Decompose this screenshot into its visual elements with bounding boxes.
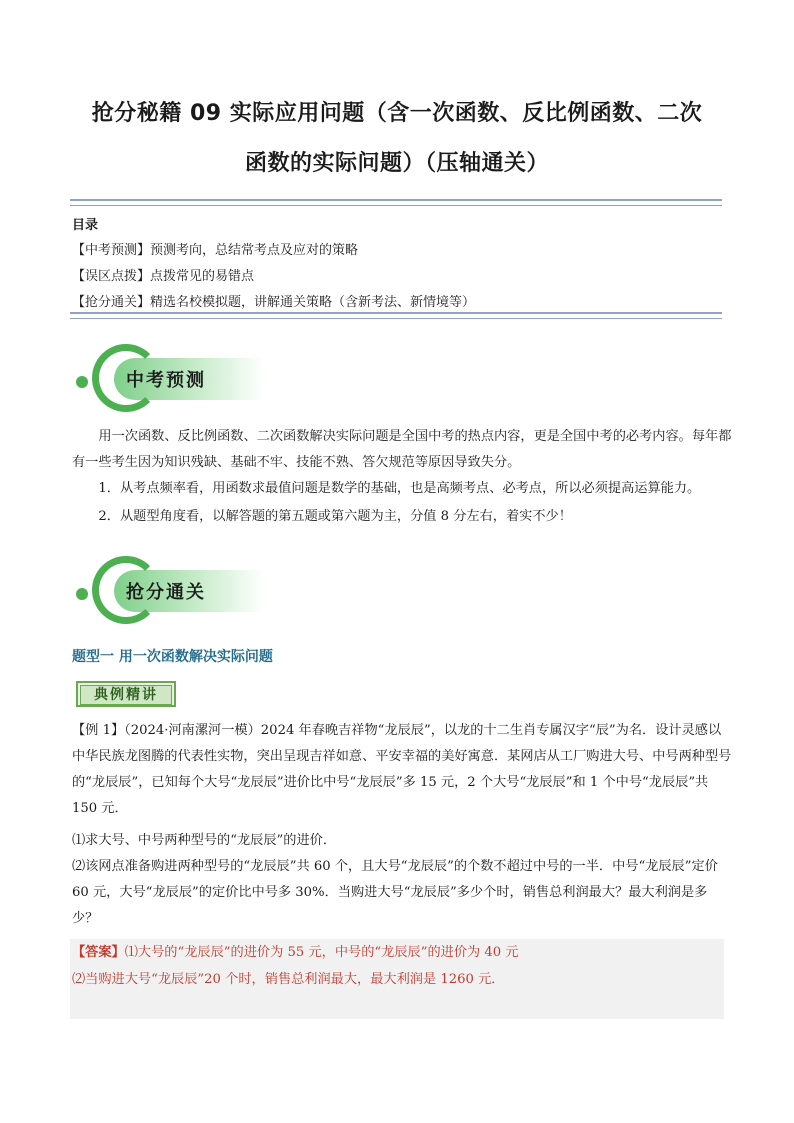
answer-text-1: ⑴大号的“龙辰辰”的进价为 55 元，中号的“龙辰辰”的进价为 40 元 [124,945,519,960]
answer-line-1 [72,941,519,960]
question-type-title: 题型一 用一次函数解决实际问题 [72,649,273,665]
section-badge-forecast [72,344,272,424]
section-label-breakthrough: 抢分通关 [126,582,206,603]
document-title-line-2: 函数的实际问题）（压轴通关） [244,151,549,176]
toc-top-divider [70,199,722,206]
forecast-paragraph-2: 1．从考点频率看，用函数求最值问题是数学的基础，也是高频考点、必考点，所以必须提高运算能力。 [98,481,701,496]
section-label-forecast: 中考预测 [126,370,206,391]
badge-dot-icon [76,376,88,388]
example-stem: 【例 1】（2024·河南漯河一模）2024 年春晚吉祥物“龙辰辰”，以龙的十二生肖专属汉字“辰”为名．设计灵感以中华民族龙图腾的代表性实物，突出呈现吉祥如意、平安幸福的美好寓意．某网店从工厂购进大号、中号两种型号的“龙辰辰”，已知每个大号“龙辰辰”进价比中号“龙辰辰”多 15 元，2 个大号“龙辰辰”和 1 个中号“龙辰辰”共 150 元． [72,723,732,816]
forecast-paragraph-3: 2．从题型角度看，以解答题的第五题或第六题为主，分值 8 分左右，着实不少！ [98,509,572,524]
toc-bottom-divider [70,312,722,319]
toc-heading: 目录 [72,218,99,233]
example-question-2: ⑵该网点准备购进两种型号的“龙辰辰”共 60 个，且大号“龙辰辰”的个数不超过中号的一半．中号“龙辰辰”定价 60 元，大号“龙辰辰”的定价比中号多 30%．当购进大号“龙辰辰”多少个时，销售总利润最大？最大利润是多少？ [72,859,718,926]
answer-tag: 【答案】 [72,945,125,960]
badge-dot-icon [76,588,88,600]
example-tag-label: 典例精讲 [80,685,172,705]
section-badge-breakthrough [72,556,272,636]
example-question-1: ⑴求大号、中号两种型号的“龙辰辰”的进价． [72,833,337,848]
toc-item-mistakes: 【误区点拨】点拨常见的易错点 [72,269,255,284]
document-title-line-1: 抢分秘籍 09 实际应用问题（含一次函数、反比例函数、二次 [91,101,703,126]
toc-item-forecast: 【中考预测】预测考向，总结常考点及应对的策略 [72,243,359,258]
answer-line-2: ⑵当购进大号“龙辰辰”20 个时，销售总利润最大，最大利润是 1260 元． [72,972,505,987]
forecast-paragraph-1: 用一次函数、反比例函数、二次函数解决实际问题是全国中考的热点内容，更是全国中考的必考内容。每年都有一些考生因为知识残缺、基础不牢、技能不熟、答欠规范等原因导致失分。 [72,429,732,470]
toc-item-breakthrough: 【抢分通关】精选名校模拟题，讲解通关策略（含新考法、新情境等） [72,295,476,310]
example-tag [76,681,176,707]
